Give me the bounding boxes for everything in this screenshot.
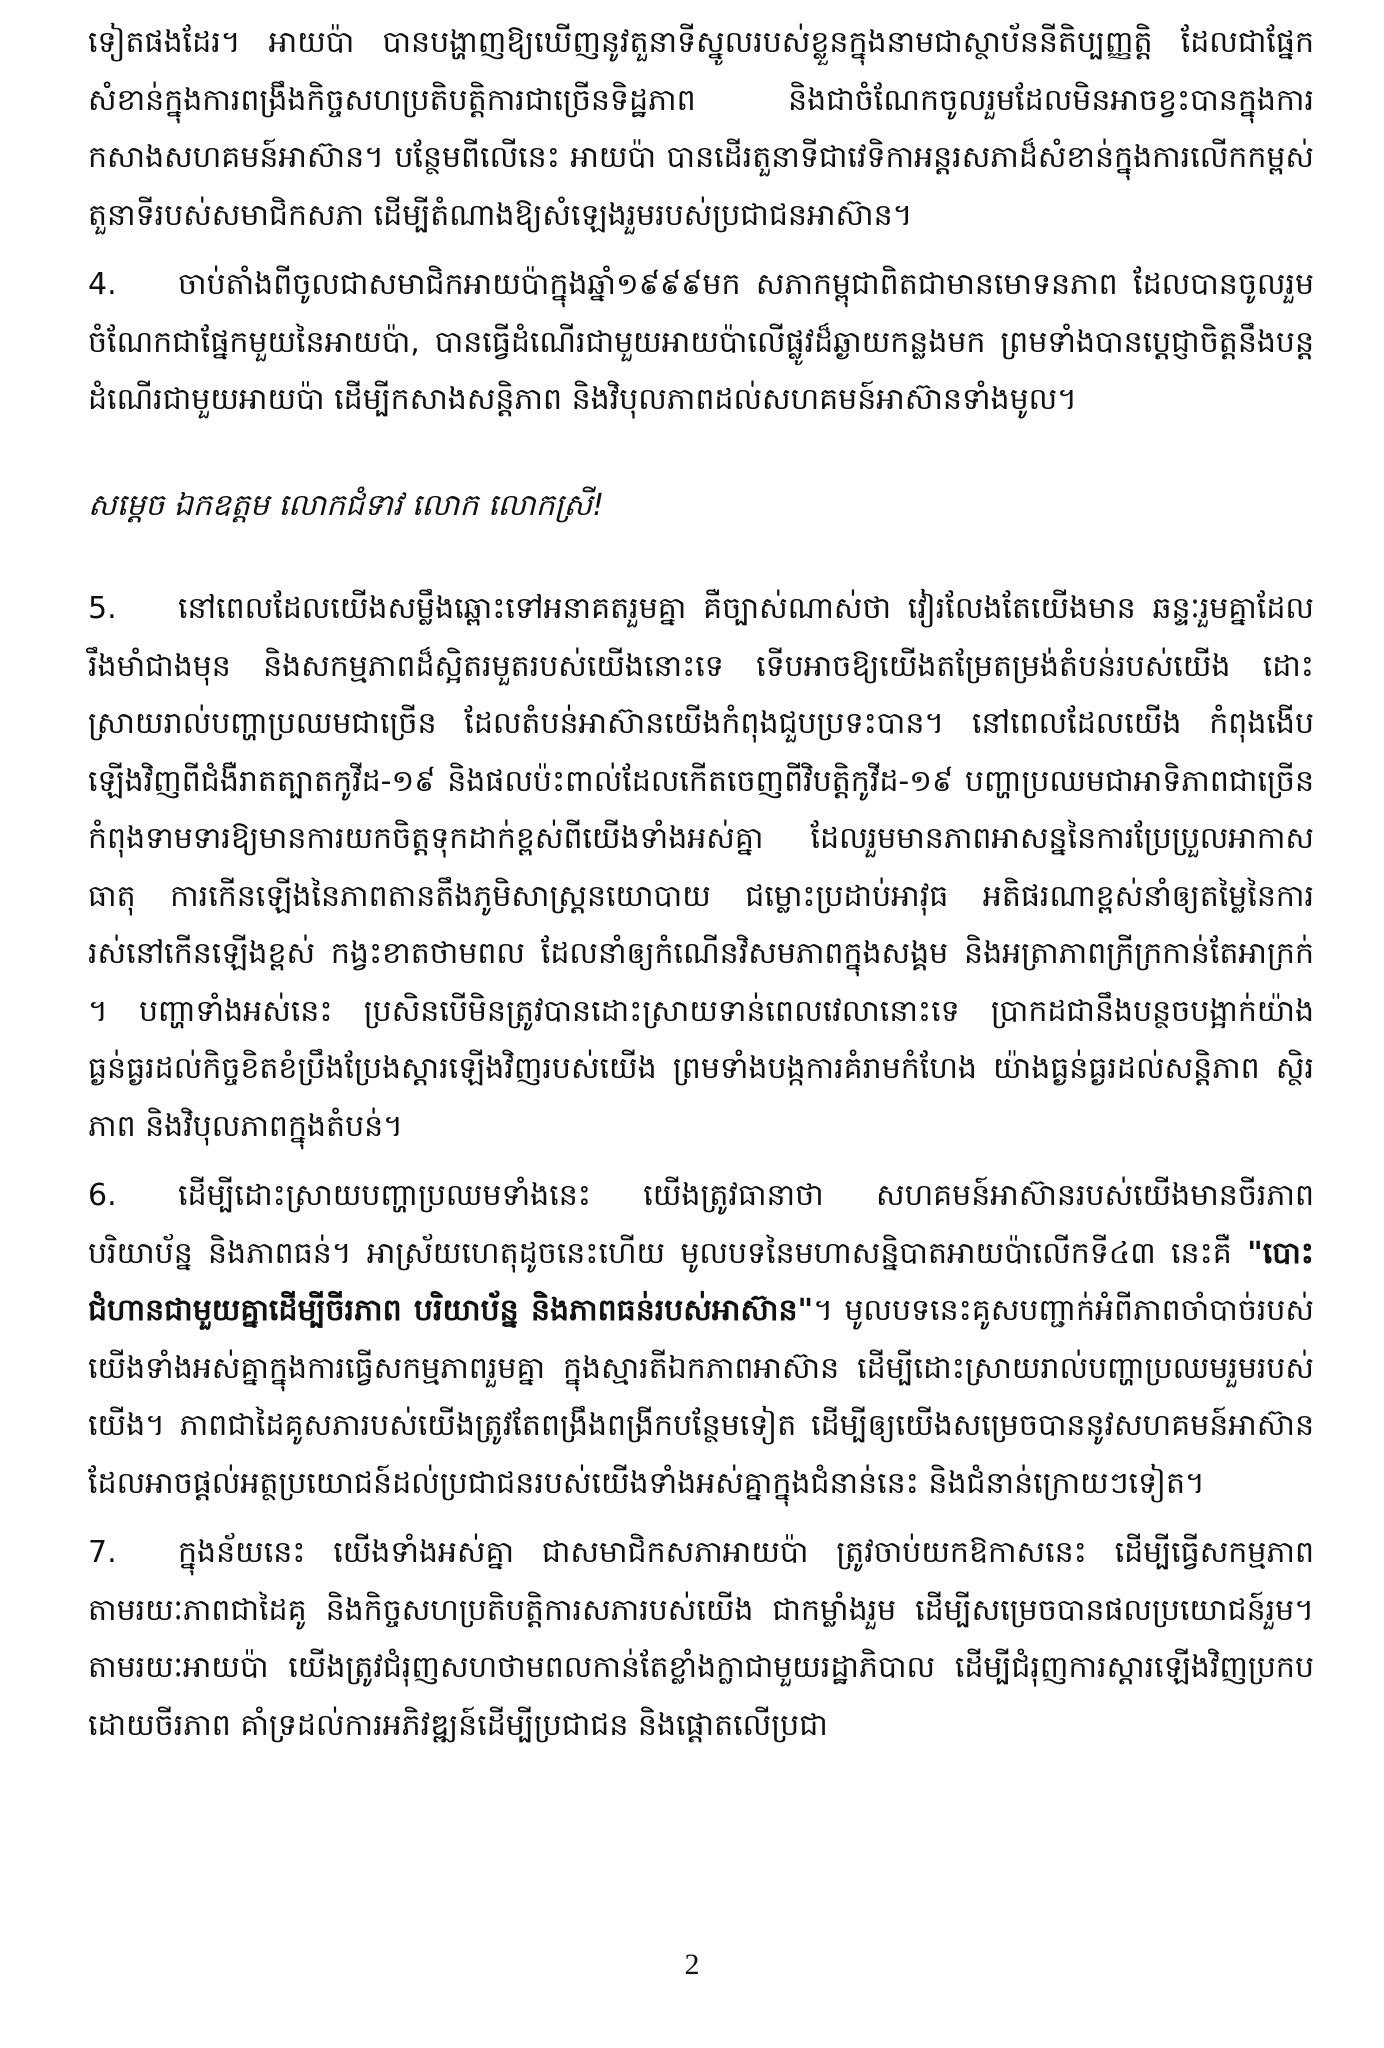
- conference-theme: "បោះជំហានជាមួយគ្នាដើម្បីចីរភាព បរិយាប័ន្ន និងភាពធន់របស់អាស៊ាន": [88, 1235, 1314, 1328]
- paragraph-text-after: ។ មូលបទនេះគូសបញ្ជាក់អំពីភាពចាំបាច់របស់យើងទាំងអស់គ្នាក្នុងការធ្វើសកម្មភាពរួមគ្នា ក្នុងស្មារតីឯកភាពអាស៊ាន ដើម្បីដោះស្រាយរាល់បញ្ហាប្រឈមរួមរបស់យើង។ ភាពជាដៃគូសភារបស់យើងត្រូវតែពង្រឹងពង្រីកបន្ថែមទៀត ដើម្បីឲ្យយើងសម្រេចបាននូវសហគមន៍អាស៊ាន ដែលអាចផ្តល់អត្ថប្រយោជន៍ដល់ប្រជាជនរបស់យើងទាំងអស់គ្នាក្នុងជំនាន់នេះ និងជំនាន់ក្រោយៗទៀត។: [88, 1293, 1314, 1501]
- paragraph-number: 5.: [88, 591, 117, 626]
- salutation-heading: សម្ដេច ឯកឧត្តម លោកជំទាវ លោក លោកស្រី!: [88, 487, 605, 523]
- paragraph-text: នៅពេលដែលយើងសម្លឹងឆ្ពោះទៅអនាគតរួមគ្នា គឺច្បាស់ណាស់ថា វៀរលែងតែយើងមាន ឆន្ទៈរួមគ្នាដែលរឹងមាំជាងមុន និងសកម្មភាពដ៏ស្អិតរមួតរបស់យើងនោះទេ ទើបអាចឱ្យយើងតម្រែតម្រង់តំបន់របស់យើង ដោះស្រាយរាល់បញ្ហាប្រឈមជាច្រើន ដែលតំបន់អាស៊ានយើងកំពុងជួបប្រទះបាន។ នៅពេលដែលយើង កំពុងងើបឡើងវិញពីជំងឺរាតត្បាតកូវីដ-១៩ និងផលប៉ះពាល់ដែលកើតចេញពីវិបត្តិកូវីដ-១៩ បញ្ហាប្រឈមជាអាទិភាពជាច្រើនកំពុងទាមទារឱ្យមានការយកចិត្តទុកដាក់ខ្ពស់ពីយើងទាំងអស់គ្នា ដែលរួមមានភាពអាសន្ននៃការប្រែប្រួលអាកាសធាតុ ការកើនឡើងនៃភាពតានតឹងភូមិសាស្ត្រនយោបាយ ជម្លោះប្រដាប់អាវុធ អតិផរណាខ្ពស់នាំឲ្យតម្លៃនៃការរស់នៅកើនឡើងខ្ពស់ កង្វះខាតថាមពល ដែលនាំឲ្យកំណើនវិសមភាពក្នុងសង្គម និងអត្រាភាពក្រីក្រកាន់តែអាក្រក់ ។ បញ្ហាទាំងអស់នេះ ប្រសិនបើមិនត្រូវបានដោះស្រាយទាន់ពេលវេលានោះទេ ប្រាកដជានឹងបន្ថចបង្អាក់យ៉ាងធ្ងន់ធ្ងរដល់កិច្ចខិតខំប្រឹងប្រែងស្តារឡើងវិញរបស់យើង ព្រមទាំងបង្កការគំរាមកំហែង យ៉ាងធ្ងន់ធ្ងរដល់សន្តិភាព ស្ថិរភាព និងវិបុលភាពក្នុងតំបន់។: [88, 591, 1314, 1144]
- paragraph-number: 4.: [88, 267, 117, 302]
- paragraph-text: ក្នុងន័យនេះ យើងទាំងអស់គ្នា ជាសមាជិកសភាអាយប៉ា ត្រូវចាប់យកឱកាសនេះ ដើម្បីធ្វើសកម្មភាព តាមរយៈភាពជាដៃគូ និងកិច្ចសហប្រតិបត្តិការសភារបស់យើង ជាកម្លាំងរួម ដើម្បីសម្រេចបានផលប្រយោជន៍រួម។ តាមរយៈអាយប៉ា យើងត្រូវជំរុញសហថាមពលកាន់តែខ្លាំងក្លាជាមួយរដ្ឋាភិបាល ដើម្បីជំរុញការស្ដារឡើងវិញប្រកបដោយចីរភាព គាំទ្រដល់ការអភិវឌ្ឍន៍ដើម្បីប្រជាជន និងផ្តោតលើប្រជា: [88, 1535, 1314, 1743]
- intro-paragraph: ទៀតផងដែរ។ អាយប៉ា បានបង្ហាញឱ្យឃើញនូវតួនាទីស្នូលរបស់ខ្លួនក្នុងនាមជាស្ថាប័ននីតិប្បញ្ញត្តិ ដែលជាផ្នែកសំខាន់ក្នុងការពង្រឹងកិច្ចសហប្រតិបត្តិការជាច្រើនទិដ្ឋភាព និងជាចំណែកចូលរួមដែលមិនអាចខ្វះបានក្នុងការកសាងសហគមន៍អាស៊ាន។ បន្ថែមពីលើនេះ អាយប៉ា បានដើរតួនាទីជាវេទិកាអន្តរសភាដ៏សំខាន់ក្នុងការលើកកម្ពស់តួនាទីរបស់សមាជិកសភា ដើម្បីតំណាងឱ្យសំឡេងរួមរបស់ប្រជាជនអាស៊ាន។: [88, 25, 1314, 233]
- paragraph-text-before: ដើម្បីដោះស្រាយបញ្ហាប្រឈមទាំងនេះ យើងត្រូវធានាថា សហគមន៍អាស៊ានរបស់យើងមានចីរភាព បរិយាប័ន្ន និងភាពធន់។ អាស្រ័យហេតុដូចនេះហើយ មូលបទនៃមហាសន្និបាតអាយប៉ាលើកទី៤៣ នេះគឺ: [88, 1178, 1314, 1271]
- paragraph-5: [88, 580, 1314, 1155]
- paragraph-7: [88, 1524, 1314, 1754]
- paragraph-4: [88, 256, 1314, 429]
- paragraph-number: 7.: [88, 1535, 117, 1570]
- page-number: 2: [684, 1948, 700, 1981]
- paragraph-6: [88, 1167, 1314, 1512]
- paragraph-number: 6.: [88, 1178, 117, 1213]
- paragraph-text: ចាប់តាំងពីចូលជាសមាជិកអាយប៉ាក្នុងឆ្នាំ១៩៩៩មក សភាកម្ពុជាពិតជាមានមោទនភាព ដែលបានចូលរួមចំណែកជាផ្នែកមួយនៃអាយប៉ា, បានធ្វើដំណើរជាមួយអាយប៉ាលើផ្លូវដ៏ឆ្ងាយកន្លងមក ព្រមទាំងបានប្ដេជ្ញាចិត្តនឹងបន្តដំណើរជាមួយអាយប៉ា ដើម្បីកសាងសន្តិភាព និងវិបុលភាពដល់សហគមន៍អាស៊ានទាំងមូល។: [88, 267, 1314, 417]
